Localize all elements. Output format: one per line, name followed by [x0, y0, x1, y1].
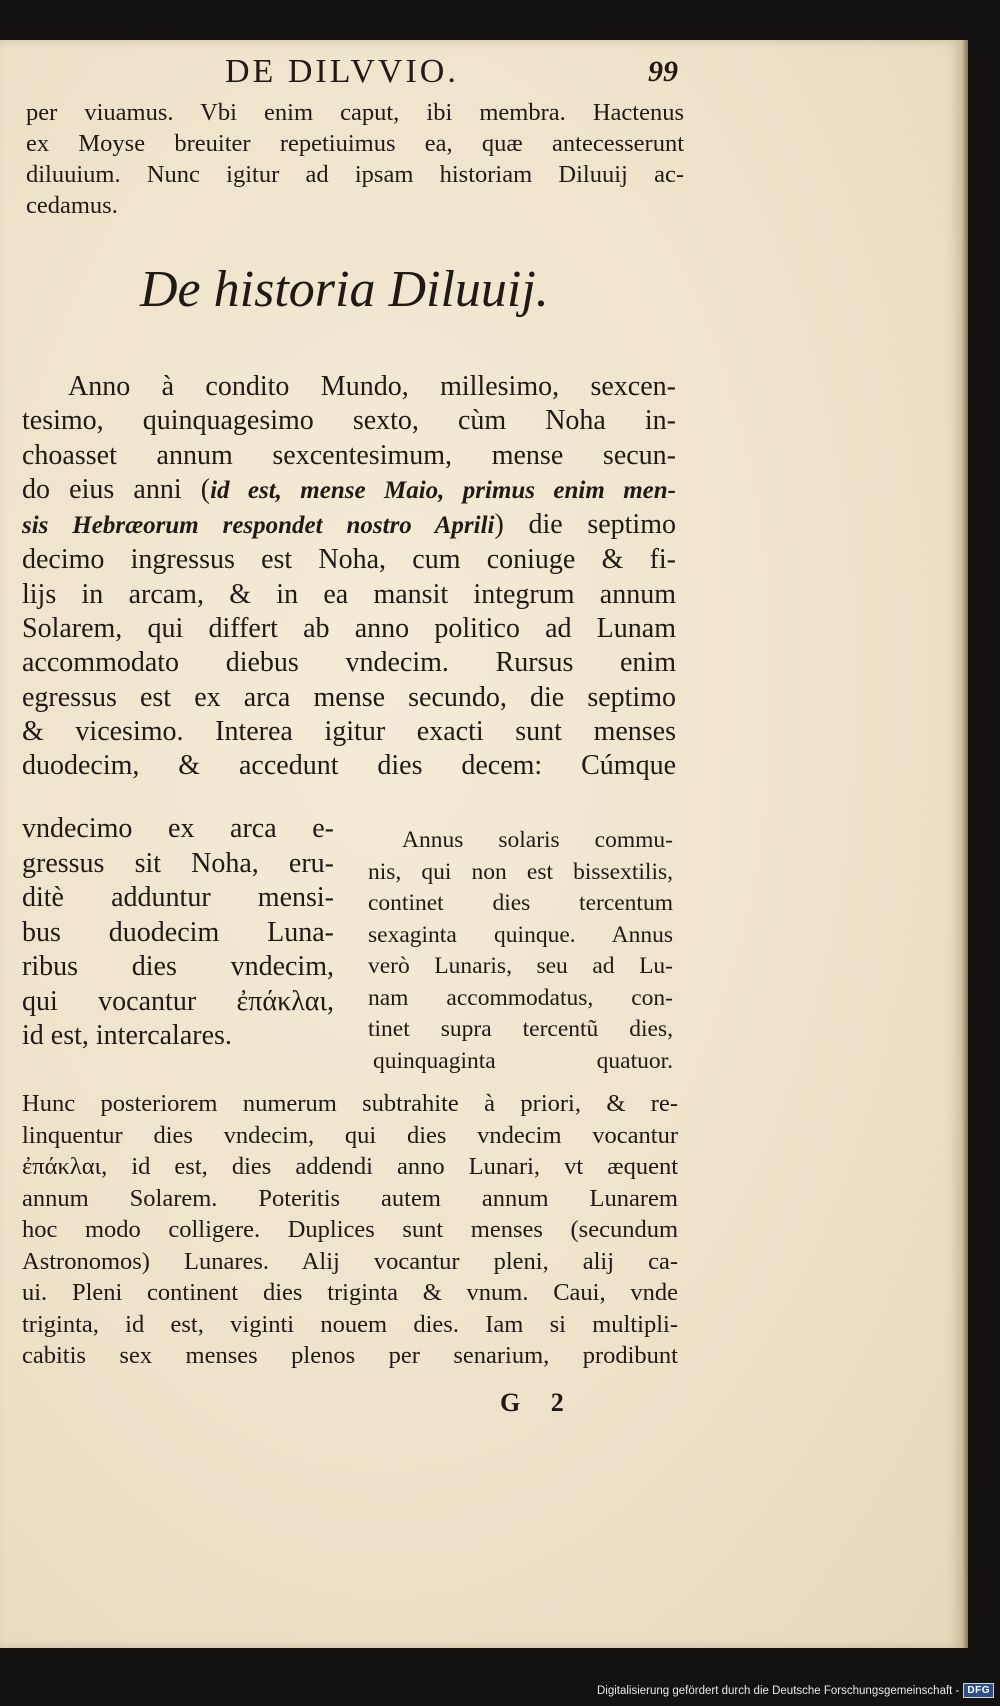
text-line: sexaginta quinque. Annus [368, 921, 673, 948]
text-line: nis, qui non est bissextilis, [368, 858, 673, 885]
credit-text: Digitalisierung gefördert durch die Deutsche Forschungsgemeinschaft - [596, 1684, 960, 1697]
text-line: linquentur dies vndecim, qui dies vndecim vocantur [22, 1121, 678, 1149]
text-line: ribus dies vndecim, [22, 951, 334, 982]
text-line: cabitis sex menses plenos per senarium, prodibunt [22, 1342, 678, 1369]
text-line: accommodato diebus vndecim. Rursus enim [22, 647, 676, 679]
text-line: per viuamus. Vbi enim caput, ibi membra. Hactenus [26, 99, 684, 126]
text-line: decimo ingressus est Noha, cum coniuge & fi- [22, 544, 676, 576]
section-heading: De historia Diluuij. [140, 261, 549, 318]
text-line: diluuium. Nunc igitur ad ipsam historiam Diluuij ac- [26, 161, 684, 188]
italic-gloss: sis Hebræorum respondet nostro Aprili [22, 512, 495, 540]
page-edge [962, 40, 968, 1648]
text-line: choasset annum sexcentesimum, mense secun- [22, 439, 676, 471]
text-line: Annus solaris commu- [402, 827, 673, 853]
text-line: ἐπάκλαι, id est, dies addendi anno Lunari, vt æquent [22, 1153, 678, 1180]
text-line [22, 473, 676, 508]
text-line: cedamus. [26, 192, 118, 219]
tail-paragraph [22, 1088, 678, 1372]
left-column-text [22, 812, 334, 1054]
text-line: ditè adduntur mensi- [22, 882, 334, 913]
text-line: annum Solarem. Poteritis autem annum Lunarem [22, 1184, 678, 1212]
text-line: gressus sit Noha, eru- [22, 847, 334, 879]
text-segment: do eius anni ( [22, 473, 211, 505]
text-line: qui vocantur ἐπάκλαι, [22, 985, 334, 1017]
text-line: ex Moyse breuiter repetiuimus ea, quæ antecesserunt [26, 130, 684, 157]
text-line: verò Lunaris, seu ad Lu- [368, 953, 673, 979]
text-line: id est, intercalares. [22, 1020, 232, 1051]
italic-gloss: id est, mense Maio, primus enim men- [210, 476, 676, 504]
text-line: tesimo, quinquagesimo sexto, cùm Noha in- [22, 405, 676, 437]
text-line: quinquaginta quatuor. [373, 1047, 673, 1074]
text-line: duodecim, & accedunt dies decem: Cúmque [22, 750, 676, 782]
intro-paragraph [26, 97, 684, 221]
text-line: Hunc posteriorem numerum subtrahite à priori, & re- [22, 1090, 678, 1117]
signature-mark: G 2 [500, 1388, 576, 1417]
page-number: 99 [648, 55, 678, 88]
text-line: egressus est ex arca mense secundo, die septimo [22, 681, 676, 713]
text-line: Solarem, qui differt ab anno politico ad Lunam [22, 613, 676, 645]
text-line: tinet supra tercentũ dies, [368, 1016, 673, 1042]
dfg-logo[interactable]: DFG [963, 1683, 994, 1698]
text-line: continet dies tercentum [368, 890, 673, 916]
text-segment: ) die septimo [494, 509, 676, 541]
main-paragraph [22, 370, 676, 784]
text-line: lijs in arcam, & in ea mansit integrum annum [22, 578, 676, 610]
side-note [368, 825, 673, 1077]
text-line: triginta, id est, viginti nouem dies. Iam si multipli- [22, 1310, 678, 1338]
text-line: ui. Pleni continent dies triginta & vnum. Caui, vnde [22, 1279, 678, 1306]
running-head: DE DILVVIO. [225, 53, 459, 90]
text-line: bus duodecim Luna- [22, 916, 334, 948]
text-line: Anno à condito Mundo, millesimo, sexcen- [68, 371, 676, 402]
digitization-credit [597, 1683, 994, 1698]
text-line: vndecimo ex arca e- [22, 813, 334, 844]
text-line [22, 508, 676, 543]
text-line: hoc modo colligere. Duplices sunt menses (secundum [22, 1216, 678, 1243]
text-line: & vicesimo. Interea igitur exacti sunt menses [22, 715, 676, 747]
text-line: nam accommodatus, con- [368, 984, 673, 1011]
text-line: Astronomos) Lunares. Alij vocantur pleni, alij ca- [22, 1247, 678, 1275]
